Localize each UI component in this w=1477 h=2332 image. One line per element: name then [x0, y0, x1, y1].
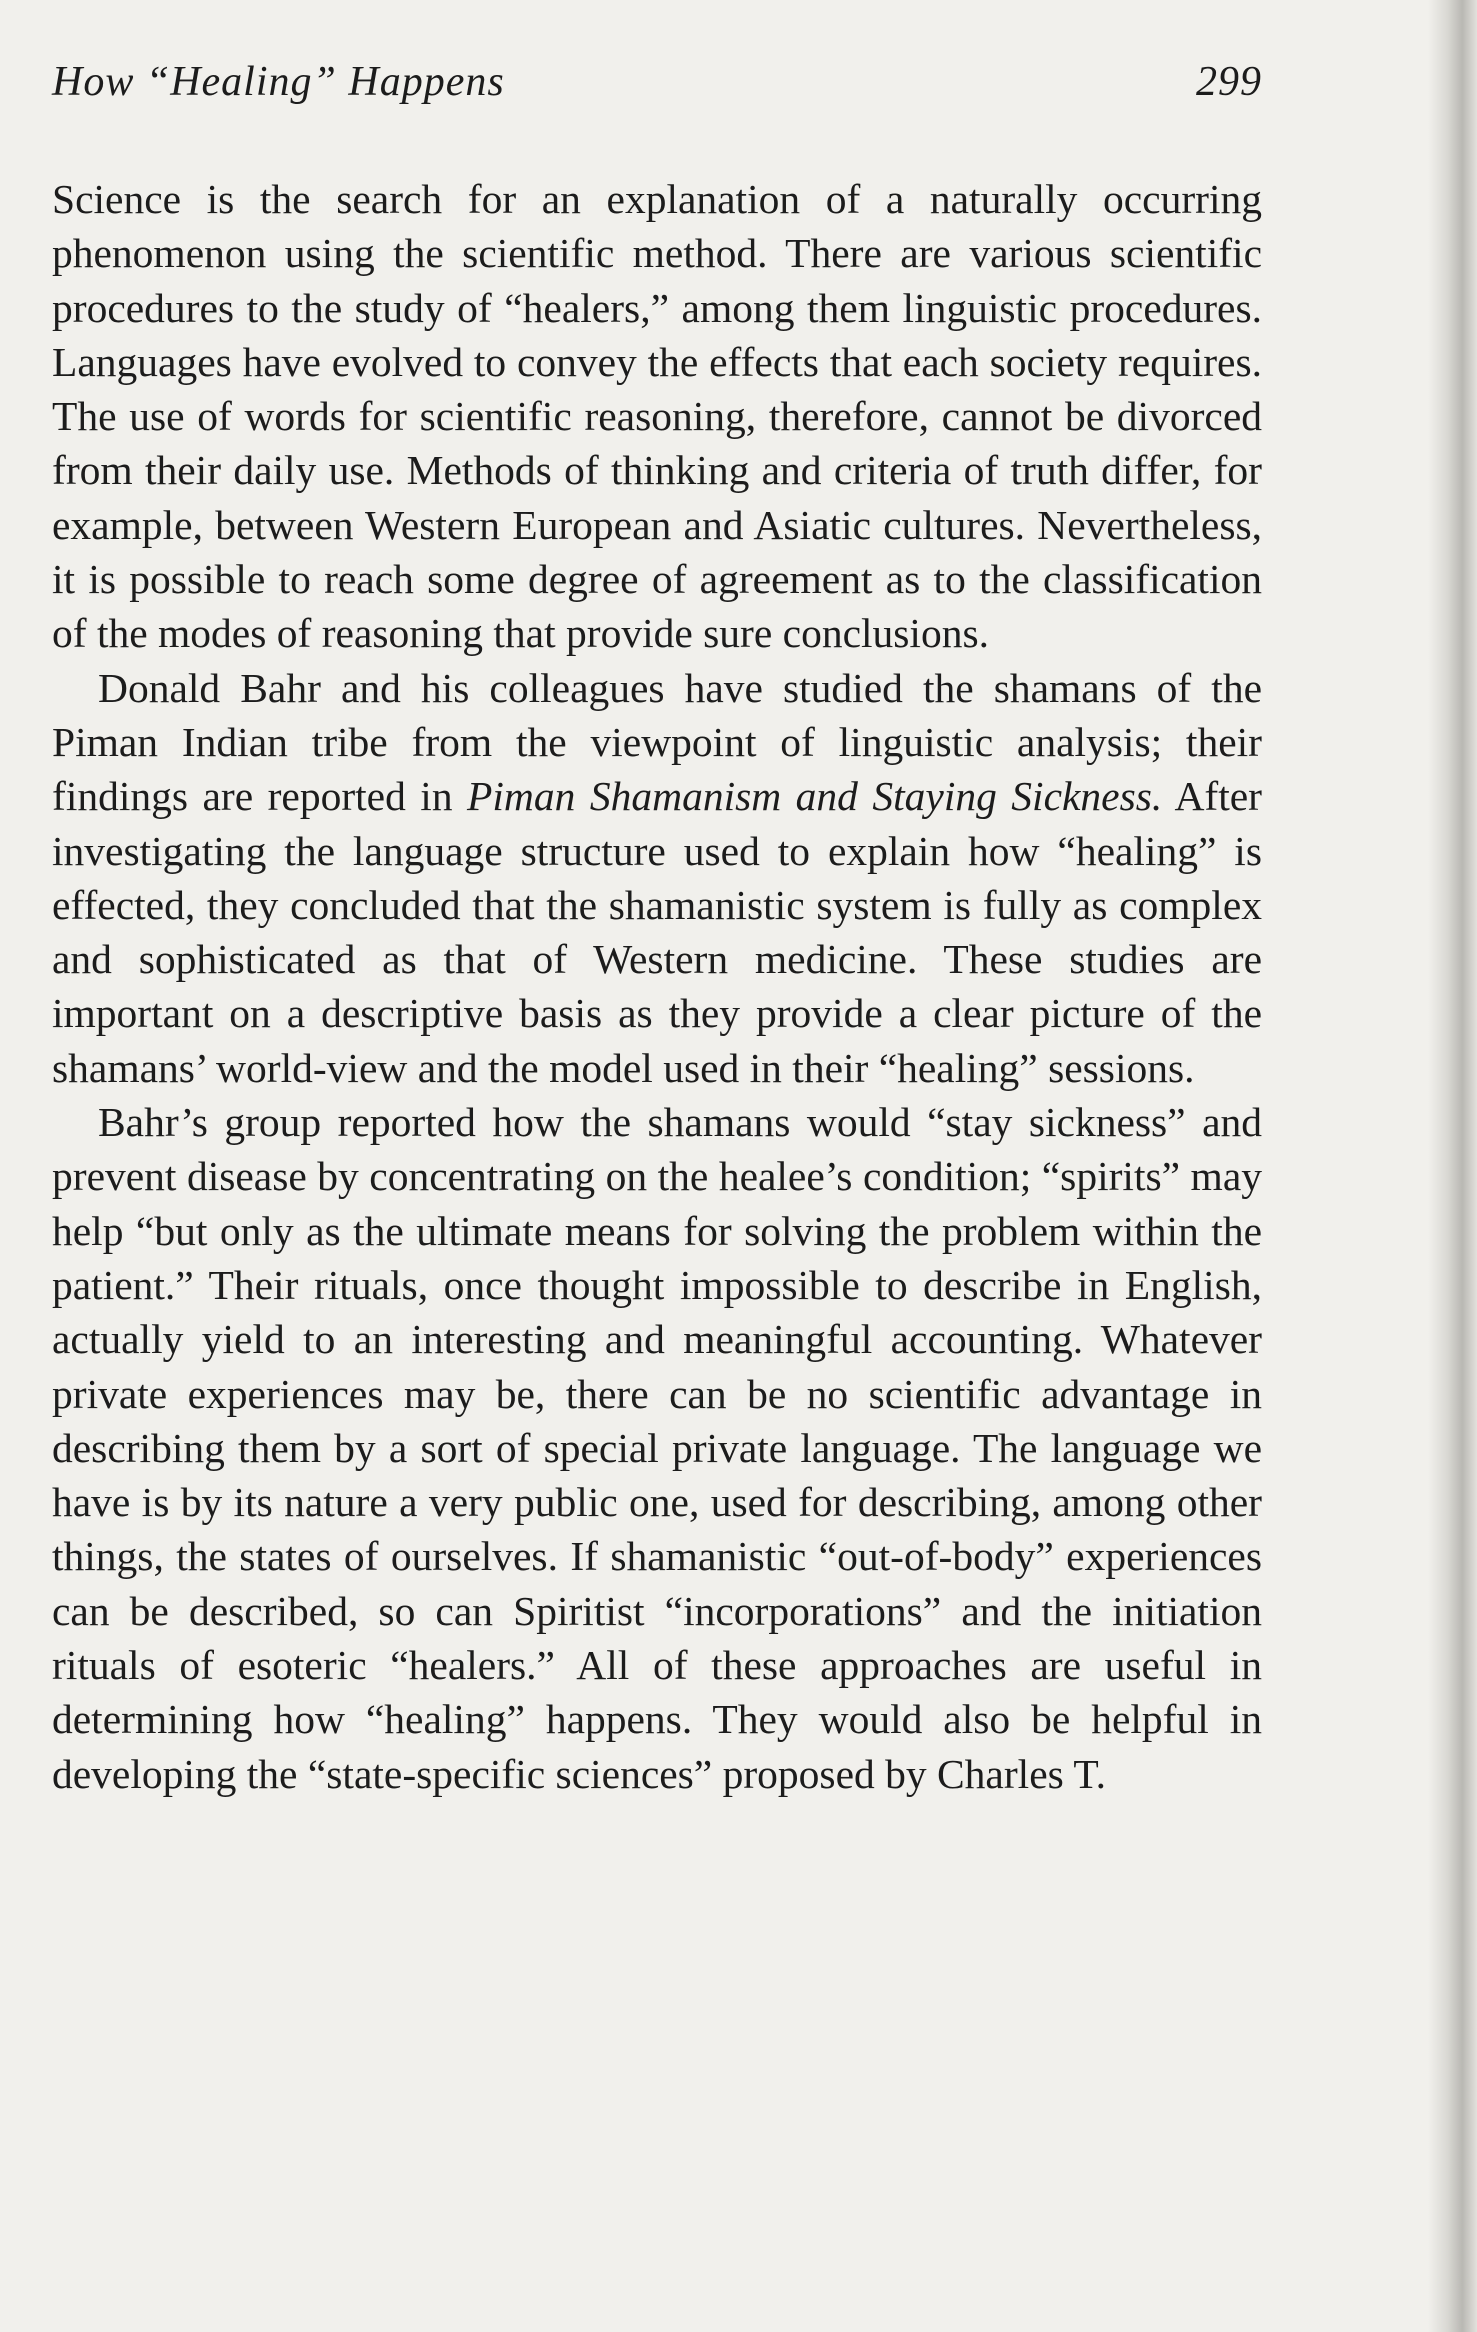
page-edge-shadow [1428, 0, 1477, 2332]
chapter-title: How “Healing” Happens [52, 59, 505, 105]
page-number: 299 [1196, 59, 1262, 105]
book-title-citation: Piman Shamanism and Staying Sickness. [467, 773, 1163, 820]
paragraph-bahr-study-text-before: Donald Bahr and his colleagues have studied the shamans of the Piman Indian tribe from the viewpoint of linguistic analysis; their findings are reported in [52, 664, 1262, 820]
paragraph-science: Science is the search for an explanation of a naturally occurring phenomenon using the scientific method. There are various scientific procedures to the study of “healers,” among them linguistic procedures. Languages have evolved to convey the effects that each society requires. The use of words for scientific reasoning, therefore, cannot be divorced from their daily use. Methods of thinking and criteria of truth differ, for example, between Western European and Asiatic cultures. Nevertheless, it is possible to reach some degree of agreement as to the classification of the modes of reasoning that provide sure conclusions. [52, 176, 1262, 657]
paragraph-bahr-group: Bahr’s group reported how the shamans would “stay sickness” and prevent disease by concentrating on the healee’s condition; “spirits” may help “but only as the ultimate means for solving the problem within the patient.” Their rituals, once thought impossible to describe in English, actually yield to an interesting and meaningful accounting. Whatever private experiences may be, there can be no scientific advantage in describing them by a sort of special private language. The language we have is by its nature a very public one, used for describing, among other things, the states of ourselves. If shamanistic “out-of-body” experiences can be described, so can Spiritist “incorporations” and the initiation rituals of esoteric “healers.” All of these approaches are useful in determining how “healing” happens. They would also be helpful in developing the “state-specific sciences” proposed by Charles T. [52, 1099, 1262, 1797]
paragraph-bahr-study [52, 661, 1262, 1095]
body-text [52, 172, 1262, 1801]
running-head [52, 58, 1262, 118]
paragraph-bahr-study-text-after: After investigating the language structure used to explain how “healing” is effected, they concluded that the shamanistic system is fully as complex and sophisticated as that of Western medicine. These studies are important on a descriptive basis as they provide a clear picture of the shamans’ world-view and the model used in their “healing” sessions. [52, 773, 1263, 1091]
